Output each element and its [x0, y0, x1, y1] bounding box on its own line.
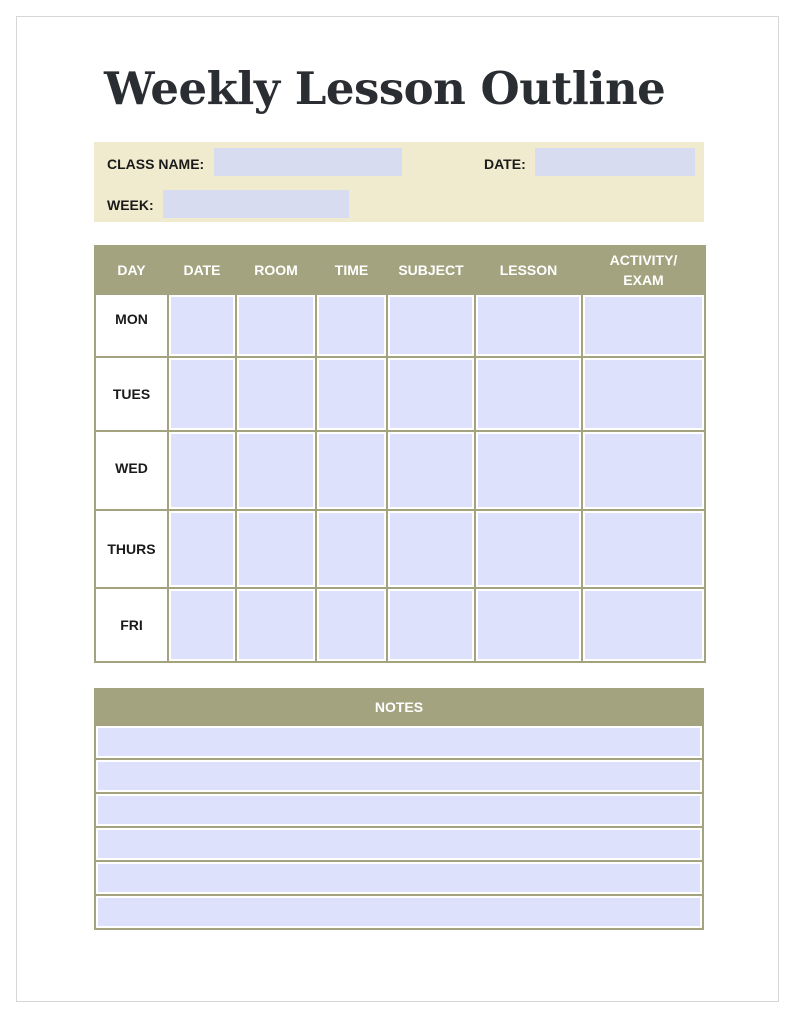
week-label: WEEK: — [107, 197, 154, 213]
cell-mon-date[interactable] — [168, 294, 236, 357]
class-info-box — [94, 142, 704, 222]
cell-thurs-subject[interactable] — [387, 510, 475, 588]
header-room: ROOM — [236, 246, 316, 294]
cell-thurs-activity[interactable] — [582, 510, 705, 588]
schedule-table — [94, 245, 706, 663]
schedule-header-row — [95, 246, 705, 294]
cell-tues-room[interactable] — [236, 357, 316, 431]
table-row — [95, 294, 705, 357]
cell-wed-lesson[interactable] — [475, 431, 582, 510]
day-label-thurs: THURS — [95, 510, 168, 588]
cell-fri-subject[interactable] — [387, 588, 475, 662]
cell-wed-room[interactable] — [236, 431, 316, 510]
cell-tues-date[interactable] — [168, 357, 236, 431]
week-field[interactable] — [163, 190, 349, 218]
cell-thurs-date[interactable] — [168, 510, 236, 588]
cell-thurs-lesson[interactable] — [475, 510, 582, 588]
page-title: Weekly Lesson Outline — [104, 62, 666, 115]
class-name-label: CLASS NAME: — [107, 156, 205, 172]
notes-line[interactable] — [94, 896, 704, 930]
day-label-tues: TUES — [95, 357, 168, 431]
cell-thurs-room[interactable] — [236, 510, 316, 588]
cell-tues-time[interactable] — [316, 357, 387, 431]
header-time: TIME — [316, 246, 387, 294]
cell-wed-date[interactable] — [168, 431, 236, 510]
cell-mon-activity[interactable] — [582, 294, 705, 357]
table-row — [95, 357, 705, 431]
day-label-wed: WED — [95, 431, 168, 510]
header-date: DATE — [168, 246, 236, 294]
cell-mon-lesson[interactable] — [475, 294, 582, 357]
cell-thurs-time[interactable] — [316, 510, 387, 588]
day-label-fri: FRI — [95, 588, 168, 662]
notes-line[interactable] — [94, 828, 704, 862]
day-label-mon: MON — [95, 294, 168, 357]
header-subject: SUBJECT — [387, 246, 475, 294]
cell-mon-subject[interactable] — [387, 294, 475, 357]
cell-fri-time[interactable] — [316, 588, 387, 662]
date-label: DATE: — [484, 156, 526, 172]
table-row — [95, 510, 705, 588]
cell-wed-activity[interactable] — [582, 431, 705, 510]
cell-fri-room[interactable] — [236, 588, 316, 662]
notes-section — [94, 688, 704, 930]
cell-tues-activity[interactable] — [582, 357, 705, 431]
header-lesson: LESSON — [475, 246, 582, 294]
notes-line[interactable] — [94, 862, 704, 896]
notes-line[interactable] — [94, 760, 704, 794]
table-row — [95, 588, 705, 662]
header-day: DAY — [95, 246, 168, 294]
cell-fri-activity[interactable] — [582, 588, 705, 662]
notes-header: NOTES — [94, 688, 704, 726]
cell-fri-lesson[interactable] — [475, 588, 582, 662]
cell-tues-lesson[interactable] — [475, 357, 582, 431]
date-field[interactable] — [535, 148, 695, 176]
notes-lines — [94, 726, 704, 930]
cell-mon-room[interactable] — [236, 294, 316, 357]
cell-tues-subject[interactable] — [387, 357, 475, 431]
cell-wed-subject[interactable] — [387, 431, 475, 510]
notes-line[interactable] — [94, 726, 704, 760]
cell-wed-time[interactable] — [316, 431, 387, 510]
notes-line[interactable] — [94, 794, 704, 828]
cell-fri-date[interactable] — [168, 588, 236, 662]
class-name-field[interactable] — [214, 148, 402, 176]
table-row — [95, 431, 705, 510]
header-activity-exam: ACTIVITY/ EXAM — [582, 246, 705, 294]
cell-mon-time[interactable] — [316, 294, 387, 357]
